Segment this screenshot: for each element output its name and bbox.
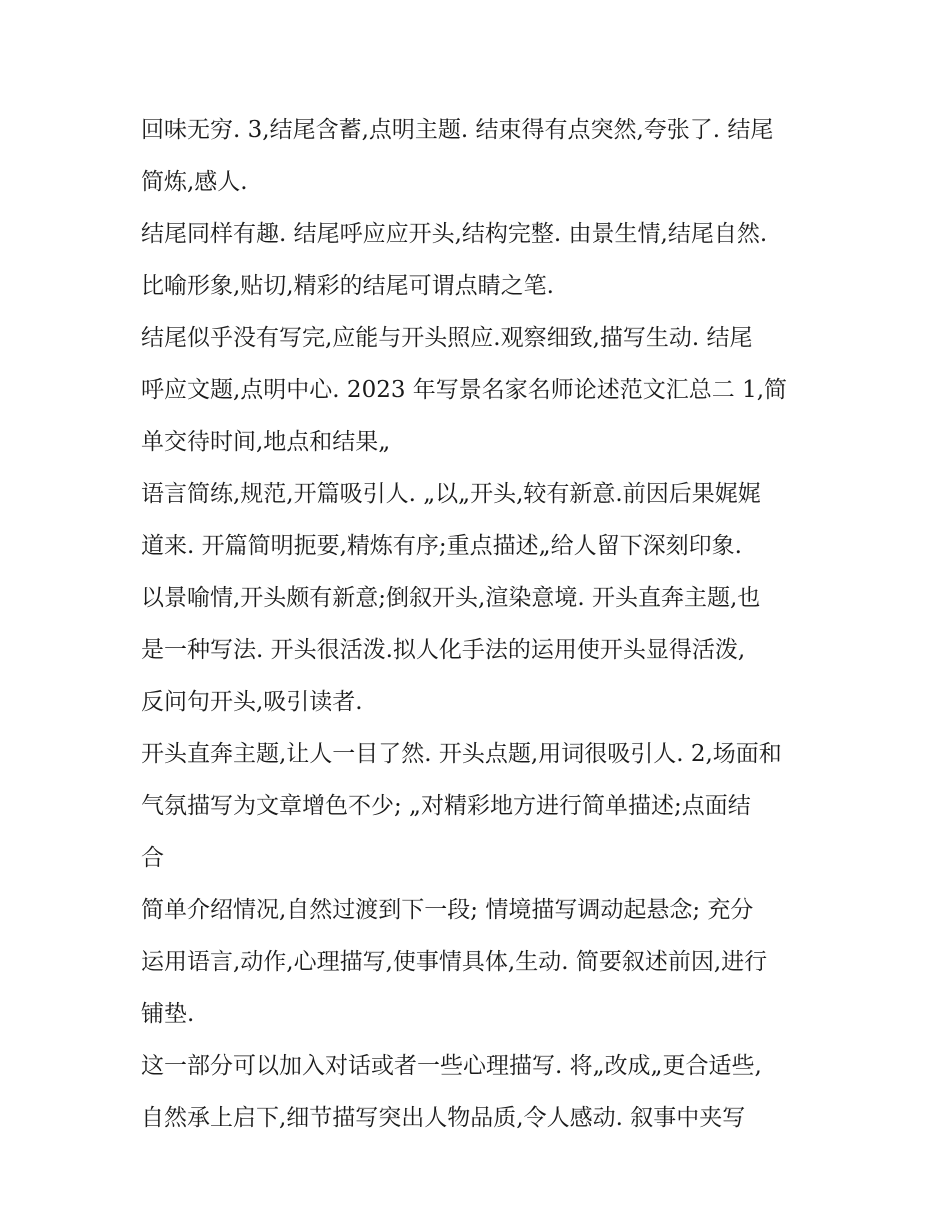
text-line: 这一部分可以加入对话或者一些心理描写. 将„改成„更合适些,: [141, 1053, 762, 1079]
text-line: 铺垫.: [141, 1001, 195, 1027]
text-line: 道来. 开篇简明扼要,精炼有序;重点描述„给人留下深刻印象.: [141, 533, 742, 559]
text-line: 合: [141, 845, 164, 871]
text-line: 单交待时间,地点和结果„: [141, 429, 391, 455]
text-line: 开头直奔主题,让人一目了然. 开头点题,用词很吸引人. 2,场面和: [141, 741, 782, 767]
text-line: 反问句开头,吸引读者.: [141, 689, 363, 715]
text-line: 语言简练,规范,开篇吸引人. „以„开头,较有新意.前因后果娓娓: [141, 481, 761, 507]
text-line: 呼应文题,点明中心. 2023 年写景名家名师论述范文汇总二 1,简: [141, 377, 788, 403]
text-line: 简单介绍情况,自然过渡到下一段; 情境描写调动起悬念; 充分: [141, 897, 754, 923]
text-line: 结尾同样有趣. 结尾呼应应开头,结构完整. 由景生情,结尾自然.: [141, 221, 768, 247]
text-line: 运用语言,动作,心理描写,使事情具体,生动. 简要叙述前因,进行: [141, 949, 768, 975]
text-line: 以景喻情,开头颇有新意;倒叙开头,渲染意境. 开头直奔主题,也: [141, 585, 761, 611]
text-line: 气氛描写为文章增色不少; „对精彩地方进行简单描述;点面结: [141, 793, 751, 819]
body-text: [141, 104, 821, 1144]
text-line: 简炼,感人.: [141, 169, 248, 195]
text-line: 是一种写法. 开头很活泼.拟人化手法的运用使开头显得活泼,: [141, 637, 746, 663]
text-line: 自然承上启下,细节描写突出人物品质,令人感动. 叙事中夹写: [141, 1105, 746, 1131]
text-line: 比喻形象,贴切,精彩的结尾可谓点睛之笔.: [141, 273, 554, 299]
text-line: 结尾似乎没有写完,应能与开头照应.观察细致,描写生动. 结尾: [141, 325, 753, 351]
text-line: 回味无穷. 3,结尾含蓄,点明主题. 结束得有点突然,夸张了. 结尾: [141, 117, 774, 143]
